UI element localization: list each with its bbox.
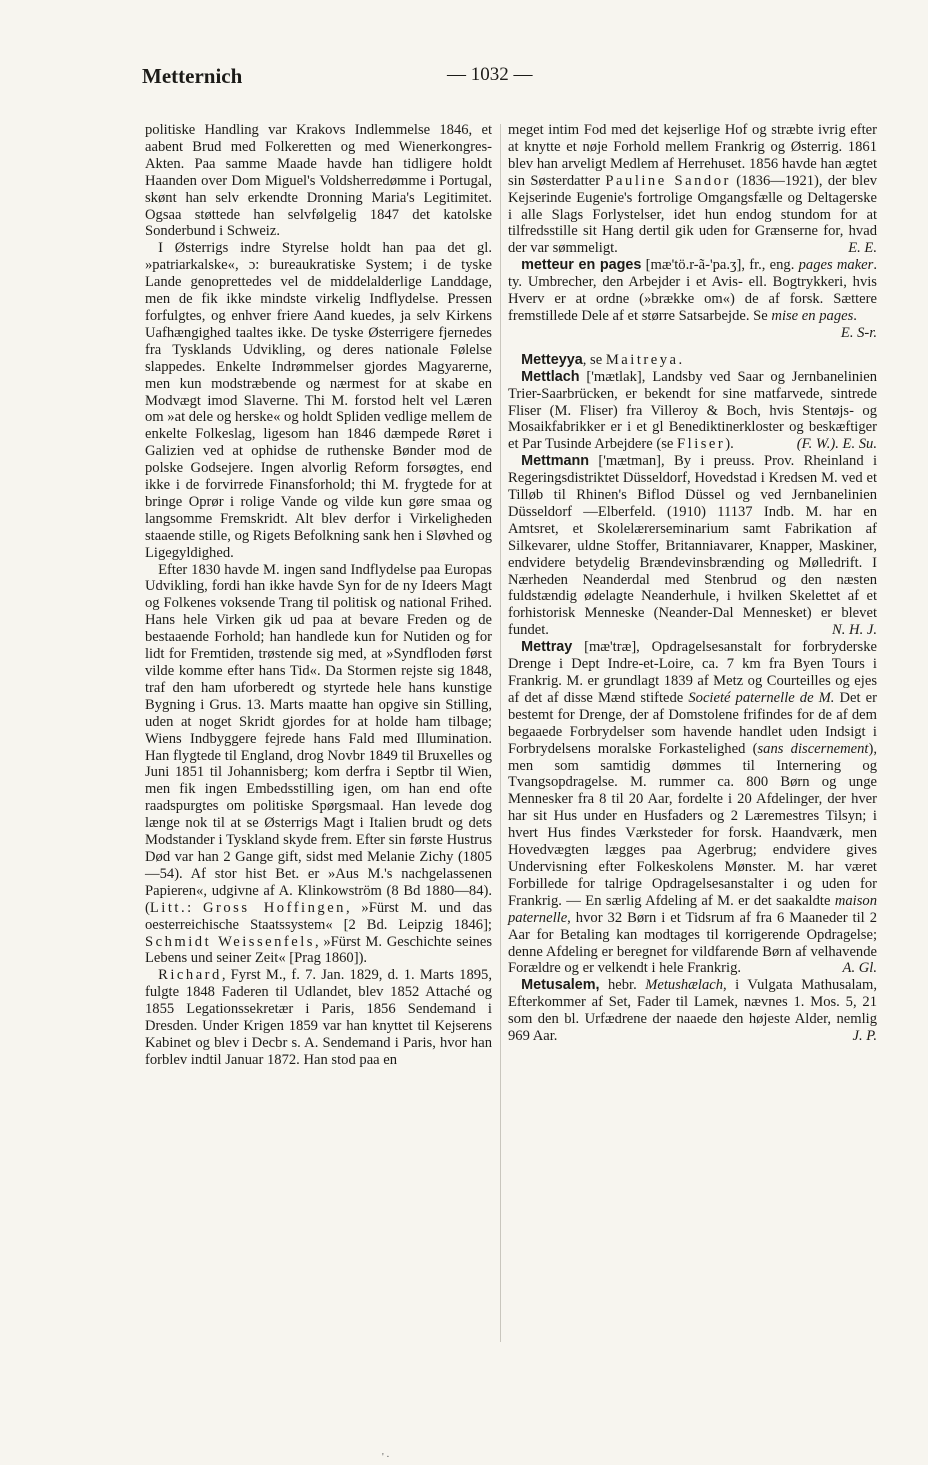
footer-mark: ' · <box>382 1452 390 1463</box>
signature: (F. W.). E. Su. <box>796 436 877 453</box>
entry-metusalem: Metusalem, hebr. Metushælach, i Vulgata Mathusalam, Efterkommer af Set, Fader til Lamek, nævnes 1. Mos. 5, 21 som den bl. Urfædrene der naaede den højeste Alder, nemlig 969 Aar. J. P. <box>508 977 877 1045</box>
entry-metteur: metteur en pages [mæ'tö.r-ã-'pa.ʒ], fr., eng. pages maker. ty. Umbrecher, den Arbejder i et Avis- ell. Bogtrykkeri, hvis Hverv er at ordne (»brække om«) de af forsk. Sættere fremstillede Dele af et større Satsarbejde. Se mise en pages. E. S-r. <box>508 257 877 341</box>
headword: Mettlach <box>521 368 580 385</box>
left-column <box>145 122 492 1069</box>
right-column <box>508 122 877 1045</box>
signature: E. S-r. <box>840 324 877 341</box>
entry-mettmann: Mettmann ['mætman], By i preuss. Prov. Rheinland i Regeringsdistriktet Düsseldorf, Hovedstad i Kredsen M. ved et Tilløb til Rhinen's Biflod Düssel og ved Jernbanelinien Düsseldorf —Elberfeld. (1910) 11137 Indb. M. har en Amtsret, et Skolelærerseminarium samt Fabrikation af Silkevarer, uldne Stoffer, Britanniavarer, Knapper, Maskiner, endvidere betydelig Brændevinsbrænding og Mølledrift. I Nærheden Neanderdal med Stenbrud og den næsten fuldstændig ødelagte Neanderhule, i hvilken Skelettet af et forhistorisk Menneske (Neander-Dal Mennesket) er blevet fundet. N. H. J. <box>508 453 877 639</box>
paragraph: meget intim Fod med det kejserlige Hof og stræbte ivrig efter at knytte et nøje Forhold mellem Frankrig og Østerrig. 1861 blev han arveligt Medlem af Herrehuset. 1856 havde han ægtet sin Søsterdatter Pauline Sandor (1836—1921), der blev Kejserinde Eugenie's fortrolige Omgangsfælle og Deltagerske i alle Slags Forlystelser, idet hun endog stundom for at tilfredsstille sit Hang dertil gik uden for Grænserne for, hvad der var sømmeligt. E. E. <box>508 122 877 257</box>
paragraph: Richard, Fyrst M., f. 7. Jan. 1829, d. 1. Marts 1895, fulgte 1848 Faderen til Udlandet, blev 1852 Attaché og 1855 Legationssekretær i Paris, 1856 Sendemand i Dresden. Under Krigen 1859 var han knyttet til Kejserens Kabinet og blev i Decbr s. A. Sendemand i Paris, hvor han forblev indtil Januar 1872. Han stod paa en <box>145 967 492 1068</box>
headword: metteur en pages <box>521 257 642 274</box>
signature: A. Gl. <box>842 960 877 977</box>
paragraph: Efter 1830 havde M. ingen sand Indflydelse paa Europas Udvikling, fordi han ikke havde Syn for de ny Ideers Magt og Folkenes voksende Trang til politisk og national Frihed. Hans hele Virken gik ud paa at bevare Freden og de bestaaende Forhold; han handlede kun for Nutiden og for lidt for Fremtiden, trøstende sig med, at »Syndfloden først vilde komme efter hans Tid«. Da Stormen rejste sig 1848, traf den ham uforberedt og styrtede hele hans kunstige Bygning i Grus. 13. Marts maatte han opgive sin Stilling, uden at noget Skridt gjordes for at holde ham tilbage; Wiens Indbyggere fejrede hans Fald med Illumination. Han flygtede til England, drog Novbr 1849 til Bruxelles og Juni 1851 til Johannisberg; kom derfra i Septbr til Wien, men fik ingen Embedsstilling igen, om han end ofte raadspurgtes om politiske Spørgsmaal. Han levede dog længe nok til at se Østerrigs Magt i Italien brudt og dets Modstander i Tyskland skyde frem. Efter sin første Hustrus Død var han 2 Gange gift, sidst med Melanie Zichy (1805—54). Af stor hist Bet. er »Aus M.'s nachgelassenen Papieren«, udgivne af A. Klinkowström (8 Bd 1880—84). (Litt.: Gross Hoffingen, »Fürst M. und das oesterreichische Staatssystem« [2 Bd. Leipzig 1846]; Schmidt Weissenfels, »Fürst M. Geschichte seines Lebens und seiner Zeit« [Prag 1860]). <box>145 561 492 967</box>
page-header <box>142 64 878 96</box>
paragraph: I Østerrigs indre Styrelse holdt han paa det gl. »patriarkalske«, ɔ: bureaukratiske System; i de tyske Lande genoprettedes vel de middelalderlige Landdage, men de fik ikke mindste virkelig Indflydelse. Pressen forfulgtes, og enhver friere Aand kuedes, ja selv Kirkens Uafhængighed taaltes ikke. De tyske Østerrigere fjernedes fra Tysklands Udvikling, og deres nationale Følelse slappedes. Enkelte Indrømmelser gjordes Magyarerne, men kun modstræbende og nærmest for at skabe en Modvægt imod Slaverne. Thi M. forstod helt vel Læren om »at dele og herske« og holdt Spliden vedlige mellem de enkelte Folkeslag, ligesom han 1846 dæmpede Røret i Galizien ved at ophidse de ruthenske Bønder mod de polske Godsejere. Ingen alvorlig Reform forsøgtes, end ikke i de forvirrede Finansforhold; thi M. frygtede for at bringe Oprør i rolige Vande og vilde kun gøre smaa og langsomme Fremskridt. Alt blev derfor i Virkeligheden staaende stille, og Rigets Befolkning sank hen i Sløvhed og Ligegyldighed. <box>145 240 492 561</box>
entry-mettlach: Mettlach ['mætlak], Landsby ved Saar og Jernbanelinien Trier-Saarbrücken, er bekendt for sine matfarvede, sintrede Fliser (M. Fliser) fra Villeroy & Boch, hvis Stentøjs- og Mosaikfabrikker er i et gl Benediktinerkloster og beskæftiger et Par Tusinde Arbejdere (se Fliser). (F. W.). E. Su. <box>508 368 877 453</box>
paragraph: politiske Handling var Krakovs Indlemmelse 1846, et aabent Brud med Folkeretten og med Wienerkongres-Akten. Paa samme Maade havde han tidligere holdt Haanden over Dom Miguel's Voldsherredømme i Portugal, skønt han selv erkendte Dronning Maria's Legitimitet. Ogsaa støttede han selvfølgelig 1847 det katolske Sonderbund i Schweiz. <box>145 122 492 240</box>
column-rule <box>500 124 501 1342</box>
headword: Mettray <box>521 639 573 656</box>
page-number: — 1032 — <box>447 64 533 85</box>
signature: N. H. J. <box>832 622 877 639</box>
headword: Metteyya <box>521 351 583 368</box>
headword: Metusalem, <box>521 977 600 994</box>
headword: Mettmann <box>521 453 590 470</box>
running-head: Metternich <box>142 64 243 88</box>
entry-mettray: Mettray [mæ'træ], Opdragelsesanstalt for forbryderske Drenge i Dept Indre-et-Loire, ca. 7 km fra Byen Tours i Frankrig. M. er grundlagt 1839 af Metz og Courteilles og ejes af det af disse Mænd stiftede Societé paternelle de M. Det er bestemt for Drenge, der af Domstolene frifindes for de af dem begaaede Forbrydelser som havende handlet uden Indsigt i Forbrydelsens moralske Forkastelighed (sans discernement), men som samtidig dømmes til Internering og Tvangsopdragelse. M. rummer ca. 800 Børn og unge Mennesker fra 8 til 20 Aar, fordelte i 20 Afdelinger, der hver har sit Hus under en Husfaders og 2 Læremestres Tilsyn; i hvert Hus findes Værksteder for forsk. Haandværk, men Hovedvægten lægges paa Agerbrug; endvidere gives Undervisning efter Folkeskolens Mønster. M. har været Forbillede for talrige Opdragelsesanstalter i og uden for Frankrig. — En særlig Afdeling af M. er det saakaldte maison paternelle, hvor 32 Børn i et Tidsrum af fra 6 Maaneder til 2 Aar for Betaling kan modtages til korrigerende Opdragelse; denne Afdeling er beregnet for vildfarende Børn af velhavende Forældre og er velkendt i hele Frankrig. A. Gl. <box>508 639 877 977</box>
entry-metteyya: Metteyya, se Maitreya. <box>521 351 683 368</box>
signature: J. P. <box>852 1028 877 1045</box>
signature: E. E. <box>848 240 877 257</box>
